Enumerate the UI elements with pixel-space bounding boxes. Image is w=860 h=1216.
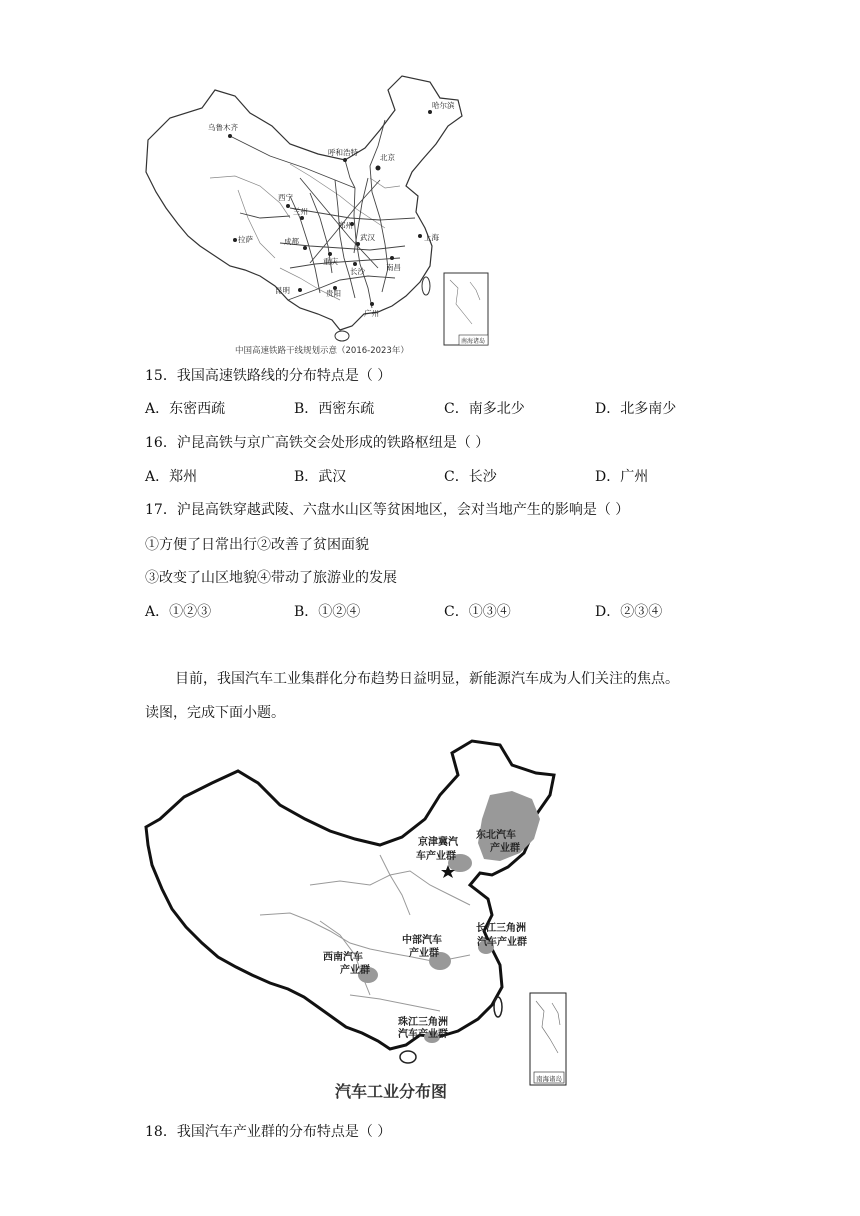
china-outline-2 — [146, 741, 554, 1049]
city-nanchang: 南昌 — [386, 263, 401, 272]
pearl-label-2: 汽车产业群 — [398, 1029, 448, 1040]
intro-line-2: 读图，完成下面小题。 — [145, 705, 285, 721]
q15-option-a[interactable]: A．东密西疏 — [145, 401, 226, 417]
city-guiyang: 贵阳 — [326, 289, 341, 298]
city-kunming: 昆明 — [275, 286, 290, 295]
city-lanzhou: 兰州 — [293, 207, 308, 216]
central-label-2: 产业群 — [409, 948, 439, 959]
question-15-stem: 15．我国高速铁路线的分布特点是（ ） — [145, 368, 392, 384]
china-outline — [146, 76, 462, 330]
city-lhasa: 拉萨 — [238, 235, 253, 244]
rail-lines — [230, 120, 415, 308]
city-hohhot: 呼和浩特 — [328, 148, 358, 157]
q16-option-d[interactable]: D．广州 — [595, 469, 649, 485]
jingjinji-label-2: 车产业群 — [416, 851, 456, 862]
map1-caption: 中国高速铁路干线规划示意（2016-2023年） — [235, 346, 409, 356]
q17-option-d[interactable]: D．②③④ — [595, 604, 663, 620]
city-chengdu: 成都 — [284, 237, 299, 246]
q17-option-c[interactable]: C．①③④ — [444, 604, 511, 620]
city-zhengzhou: 郑州 — [338, 221, 353, 230]
question-16-stem: 16．沪昆高铁与京广高铁交会处形成的铁路枢纽是（ ） — [145, 435, 490, 451]
question-17-stem: 17．沪昆高铁穿越武陵、六盘水山区等贫困地区，会对当地产生的影响是（ ） — [145, 502, 630, 518]
city-chongqing: 重庆 — [323, 257, 338, 266]
q17-statement-line-1: ①方便了日常出行②改善了贫困面貌 — [145, 537, 369, 553]
city-shanghai: 上海 — [424, 233, 439, 242]
q16-option-c[interactable]: C．长沙 — [444, 469, 497, 485]
southwest-label-1: 西南汽车 — [323, 952, 363, 963]
city-guangzhou: 广州 — [364, 309, 379, 318]
city-beijing: 北京 — [380, 153, 395, 162]
jingjinji-label-1: 京津冀汽 — [418, 837, 458, 848]
northeast-label-2: 产业群 — [490, 843, 520, 854]
yangtze-label-1: 长江三角洲 — [476, 923, 526, 934]
inset-label-2: 南海诸岛 — [536, 1075, 562, 1083]
q15-option-d[interactable]: D．北多南少 — [595, 401, 677, 417]
q15-option-b[interactable]: B．西密东疏 — [294, 401, 375, 417]
auto-industry-map — [140, 735, 570, 1105]
central-label-1: 中部汽车 — [402, 935, 442, 946]
city-changsha: 长沙 — [350, 267, 365, 276]
northeast-label-1: 东北汽车 — [476, 830, 516, 841]
high-speed-rail-map — [140, 68, 495, 358]
q17-option-b[interactable]: B．①②④ — [294, 604, 361, 620]
q17-statement-line-2: ③改变了山区地貌④带动了旅游业的发展 — [145, 570, 397, 586]
city-urumqi: 乌鲁木齐 — [208, 123, 238, 132]
q15-option-c[interactable]: C．南多北少 — [444, 401, 525, 417]
q16-option-b[interactable]: B．武汉 — [294, 469, 347, 485]
city-xining: 西宁 — [278, 193, 293, 202]
q17-option-a[interactable]: A．①②③ — [145, 604, 212, 620]
yangtze-label-2: 汽车产业群 — [477, 937, 527, 948]
inset-label-1: 南海诸岛 — [461, 338, 486, 345]
intro-line-1: 目前，我国汽车工业集群化分布趋势日益明显，新能源汽车成为人们关注的焦点。 — [175, 671, 679, 687]
question-18-stem: 18．我国汽车产业群的分布特点是（ ） — [145, 1124, 392, 1140]
map2-title: 汽车工业分布图 — [335, 1082, 448, 1101]
southwest-label-2: 产业群 — [340, 965, 370, 976]
city-wuhan: 武汉 — [360, 233, 375, 242]
city-harbin: 哈尔滨 — [432, 101, 455, 110]
pearl-label-1: 珠江三角洲 — [398, 1017, 448, 1028]
q16-option-a[interactable]: A．郑州 — [145, 469, 198, 485]
